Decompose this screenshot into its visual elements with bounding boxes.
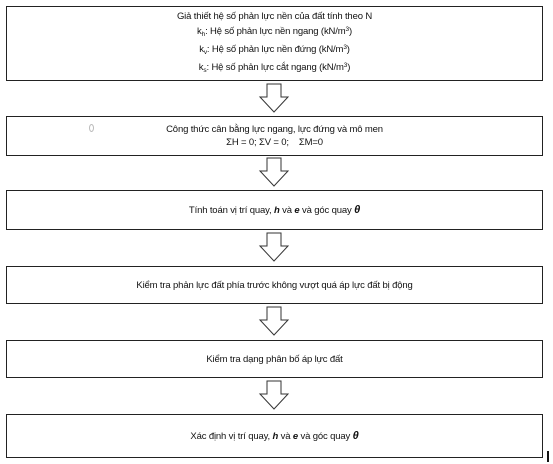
edge-mark xyxy=(547,451,549,462)
step-3-text-mid: và xyxy=(279,204,295,216)
down-arrow-icon xyxy=(258,306,290,336)
step-1-box xyxy=(6,6,543,81)
step-5-text: Kiểm tra dạng phân bố áp lực đất xyxy=(206,353,343,365)
step-1-title: Giả thiết hệ số phản lực nền của đất tính theo N xyxy=(176,11,373,22)
ks-text: : Hệ số phản lực cắt ngang (kN/m xyxy=(206,62,344,73)
down-arrow-icon xyxy=(258,232,290,262)
step-2-title: Công thức cân bằng lực ngang, lực đứng và mô men xyxy=(166,124,383,135)
kv-subscript: v xyxy=(203,49,207,56)
down-arrow-icon xyxy=(258,157,290,187)
step-1-item-kh xyxy=(197,23,352,41)
step-3-box xyxy=(6,190,543,230)
step-3-text-before: Tính toán vị trí quay, xyxy=(188,204,275,216)
step-6-text-before: Xác định vị trí quay, xyxy=(190,430,273,442)
step-3-text-after: và góc quay xyxy=(299,204,355,216)
step-4-text: Kiểm tra phản lực đất phía trước không vượt quá áp lực đất bị động xyxy=(136,279,413,291)
ks-subscript: s xyxy=(203,67,207,74)
ks-symbol: k xyxy=(198,62,204,73)
kh-close: ) xyxy=(348,26,352,37)
down-arrow-icon xyxy=(258,83,290,113)
kv-close: ) xyxy=(346,44,350,55)
ks-close: ) xyxy=(347,62,351,73)
kh-superscript: 3 xyxy=(345,26,349,33)
var-h: h xyxy=(274,204,280,216)
step-6-text xyxy=(190,430,358,443)
step-5-box xyxy=(6,340,543,378)
step-1-item-ks xyxy=(199,59,350,77)
kv-text: : Hệ số phản lực nền đứng (kN/m xyxy=(206,44,344,55)
kv-superscript: 3 xyxy=(343,44,347,51)
kv-symbol: k xyxy=(199,44,204,55)
scan-artifact xyxy=(89,124,94,132)
step-6-text-after: và góc quay xyxy=(298,430,353,442)
step-1-item-kv xyxy=(199,41,350,59)
step-2-equations: ΣH = 0; ΣV = 0; ΣM=0 xyxy=(226,137,323,148)
down-arrow-icon xyxy=(258,380,290,410)
kh-symbol: k xyxy=(196,26,202,37)
kh-subscript: h xyxy=(201,31,206,38)
var-h: h xyxy=(272,430,279,442)
var-theta: θ xyxy=(352,429,359,442)
kh-text: : Hệ số phản lực nền ngang (kN/m xyxy=(205,26,346,37)
var-e: e xyxy=(292,430,299,442)
step-2-box xyxy=(6,116,543,156)
var-e: e xyxy=(294,204,300,216)
step-4-box xyxy=(6,266,543,304)
step-6-text-mid: và xyxy=(278,430,293,442)
step-3-text xyxy=(189,204,360,217)
step-6-box xyxy=(6,414,543,458)
var-theta: θ xyxy=(354,203,361,216)
ks-superscript: 3 xyxy=(343,62,348,69)
